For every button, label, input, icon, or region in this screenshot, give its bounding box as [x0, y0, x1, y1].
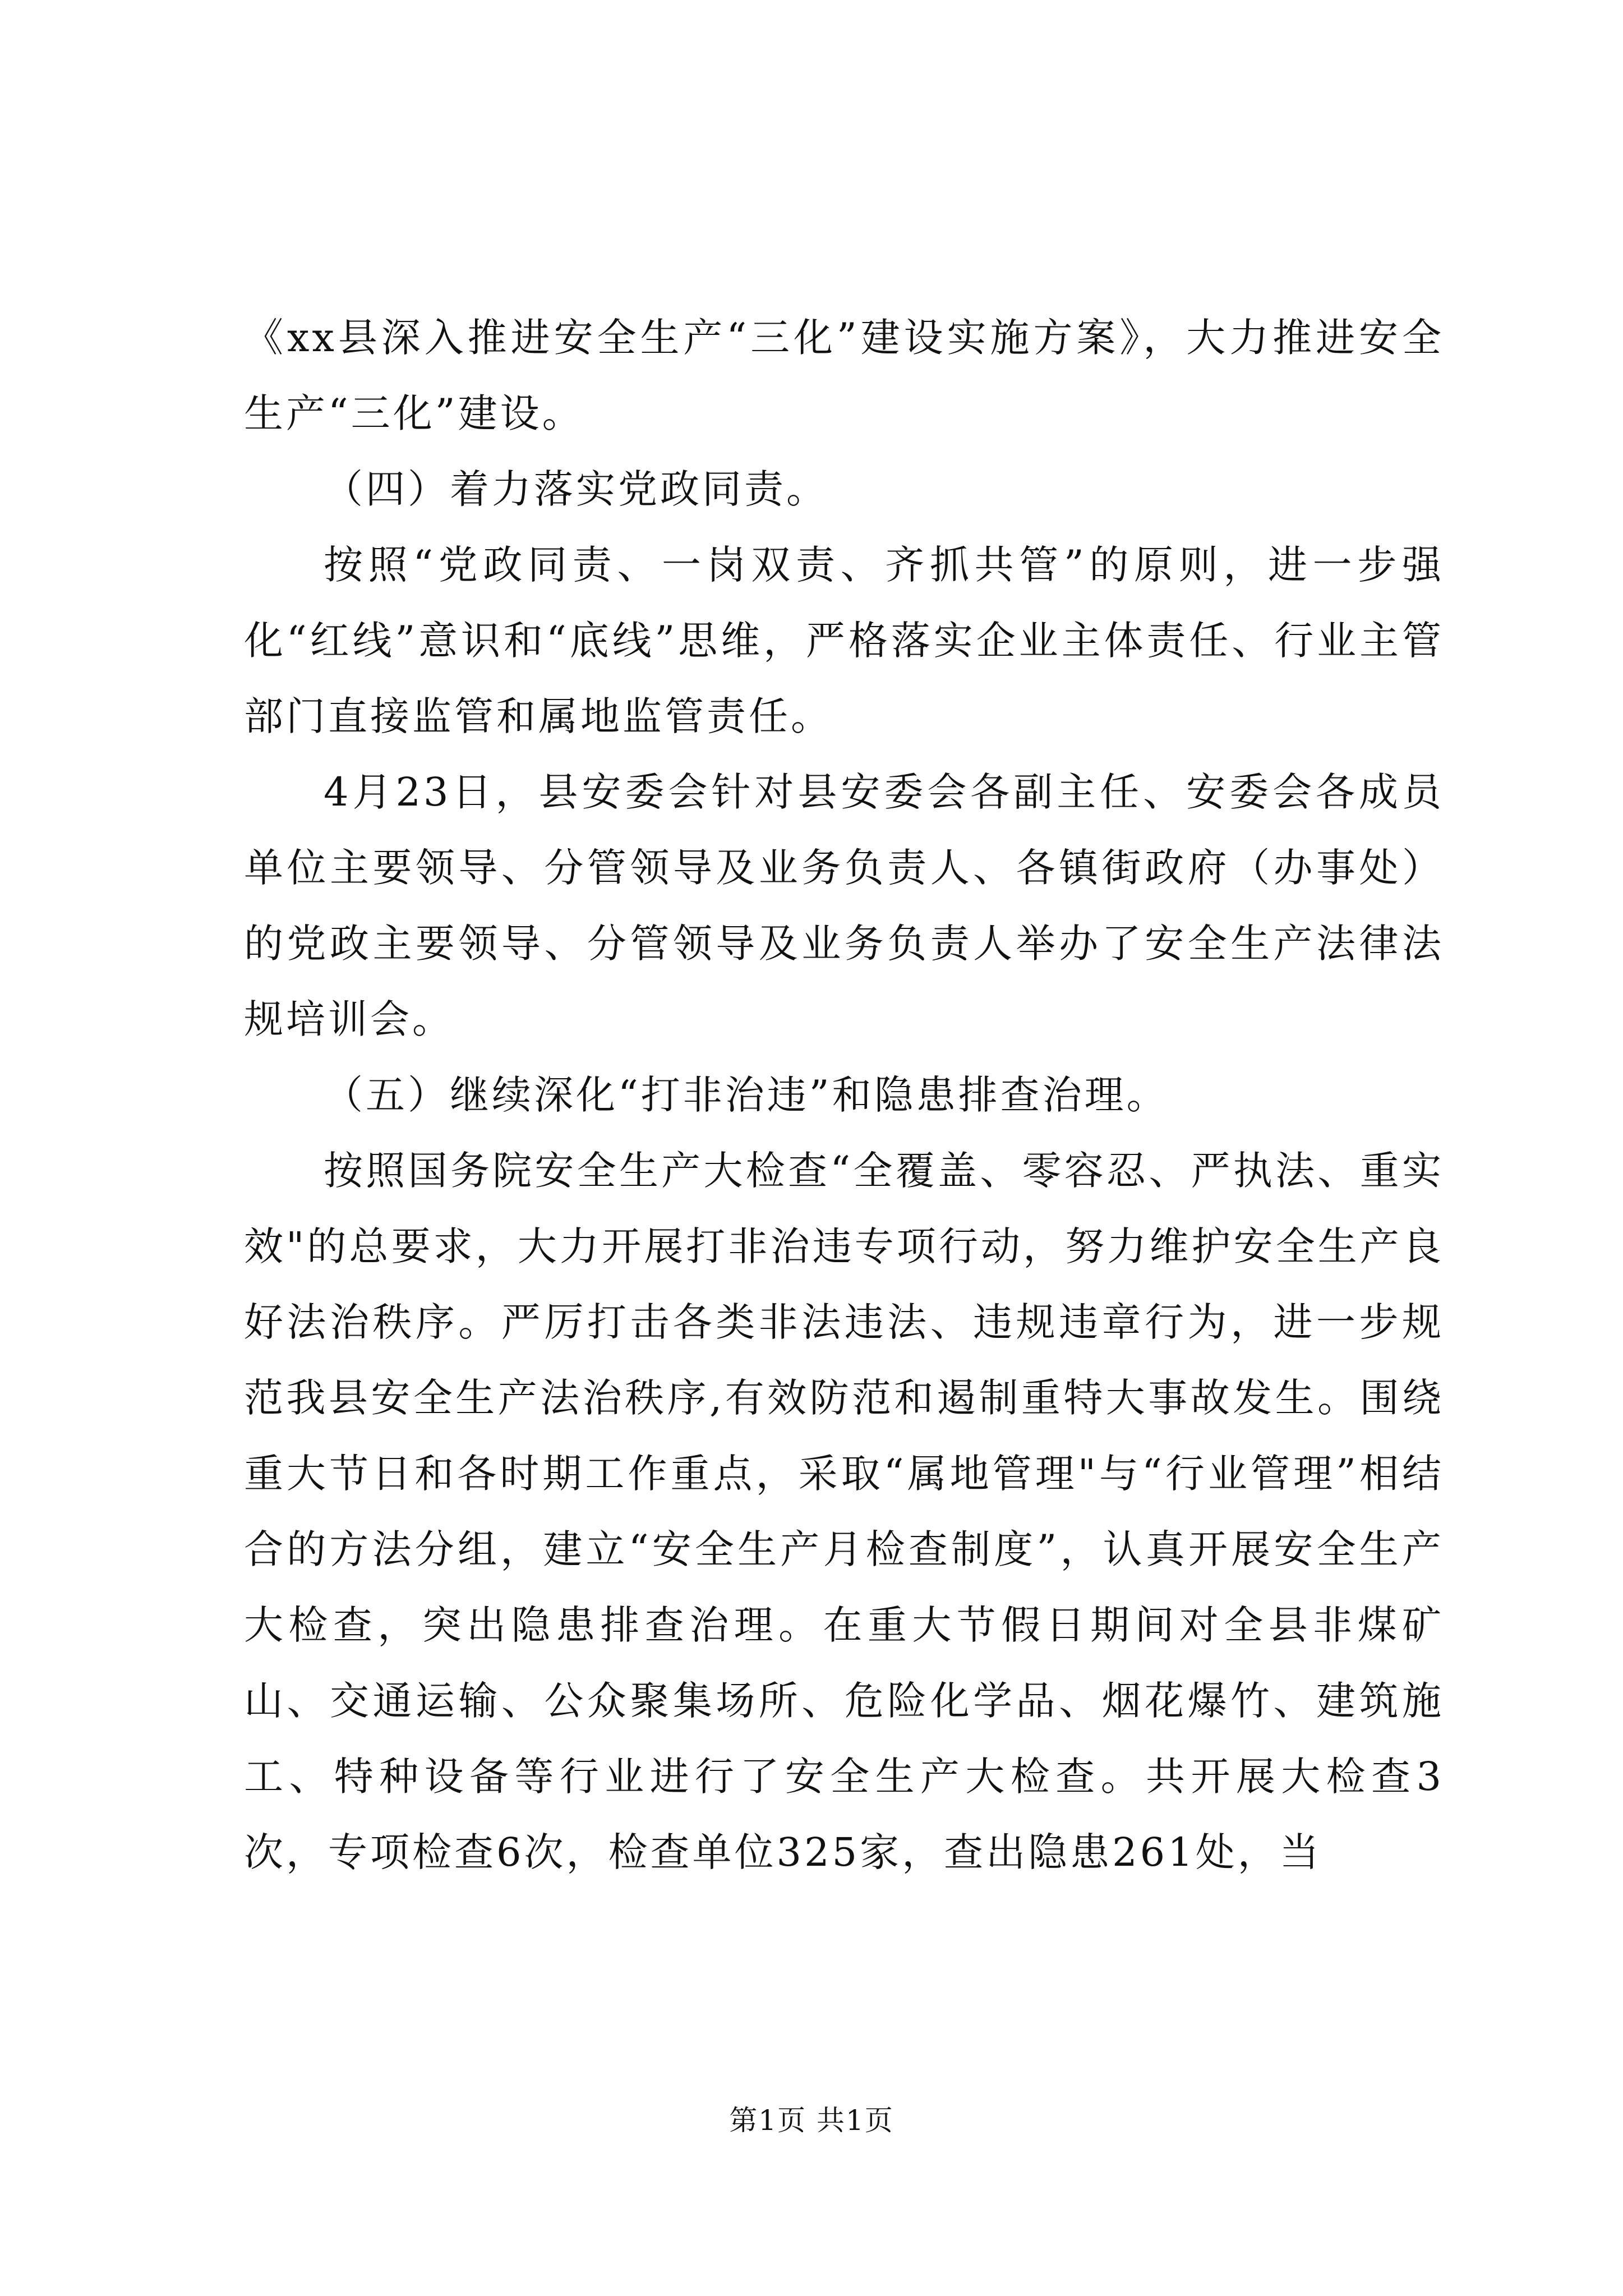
document-body — [244, 300, 1444, 1890]
paragraph-continuation: 《xx县深入推进安全生产“三化”建设实施方案》，大力推进安全生产“三化”建设。 — [244, 315, 1444, 436]
section-heading-four: （四）着力落实党政同责。 — [324, 466, 828, 512]
page-footer: 第1页 共1页 — [729, 2104, 894, 2137]
paragraph-inspection: 按照国务院安全生产大检查“全覆盖、零容忍、严执法、重实效"的总要求，大力开展打非治违专项行动，努力维护安全生产良好法治秩序。严厉打击各类非法违法、违规违章行为，进一步规范我县安全生产法治秩序,有效防范和遏制重特大事故发生。围绕重大节日和各时期工作重点，采取“属地管理"与“行业管理”相结合的方法分组，建立“安全生产月检查制度”，认真开展安全生产大检查，突出隐患排查治理。在重大节假日期间对全县非煤矿山、交通运输、公众聚集场所、危险化学品、烟花爆竹、建筑施工、特种设备等行业进行了安全生产大检查。共开展大检查3次，专项检查6次，检查单位325家，查出隐患261处，当 — [244, 1148, 1444, 1875]
paragraph-training-meeting: 4月23日，县安委会针对县安委会各副主任、安委会各成员单位主要领导、分管领导及业务负责人、各镇街政府（办事处）的党政主要领导、分管领导及业务负责人举办了安全生产法律法规培训会。 — [244, 769, 1444, 1042]
section-heading-five: （五）继续深化“打非治违”和隐患排查治理。 — [324, 1072, 1169, 1118]
paragraph-responsibility: 按照“党政同责、一岗双责、齐抓共管”的原则，进一步强化“红线”意识和“底线”思维，严格落实企业主体责任、行业主管部门直接监管和属地监管责任。 — [244, 542, 1444, 739]
